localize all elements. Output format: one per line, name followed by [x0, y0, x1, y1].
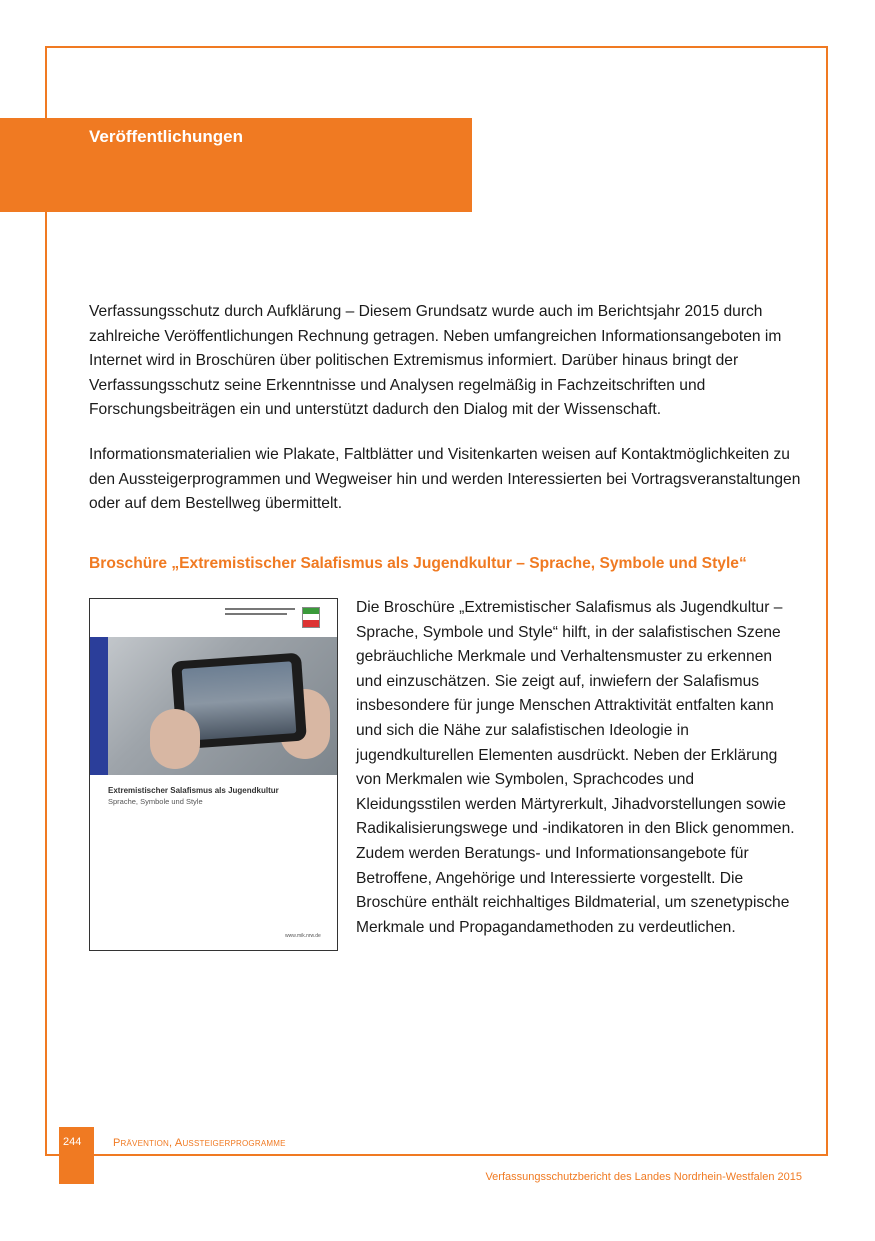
nrw-emblem-icon: [302, 607, 320, 628]
page-frame-right: [826, 46, 828, 1156]
brochure-description: Die Broschüre „Extremistischer Salafismus als Jugendkultur – Sprache, Symbole und Style“ hilft, in der salafistischen Szene gebräuchliche Merkmale und Verhaltensmuster zu erkennen und einzuschätzen. Sie zeigt auf, inwiefern der Salafismus insbesondere für junge Menschen Attraktivität entfalten kann und sich die Nähe zur salafistischen Ideologie in jugendkulturellen Elementen ausdrückt. Neben der Erklärung von Merkmalen wie Symbolen, Sprachcodes und Kleidungsstilen werden Märtyrerkult, Jihadvorstellungen sowie Radikalisierungswege und -indikatoren in den Blick genommen. Zudem werden Beratungs- und Informationsangebote für Betroffene, Angehörige und Interessierte vorgestellt. Die Broschüre enthält reichhaltiges Bildmaterial, um szenetypische Merkmale und Propagandamethoden zu verdeutlichen.: [356, 599, 795, 936]
page-frame-left: [45, 46, 47, 1156]
brochure-cover-image: [89, 598, 338, 951]
cover-title: Extremistischer Salafismus als Jugendkultur: [108, 786, 279, 795]
page-frame-top: [45, 46, 828, 48]
cover-url: www.mik.nrw.de: [285, 933, 321, 939]
running-head: Prävention, Aussteigerprogramme: [113, 1137, 286, 1149]
cover-blue-stripe: [90, 637, 108, 775]
page-number: 244: [63, 1136, 82, 1148]
ministry-logo-text: [225, 608, 295, 622]
publication-footer: Verfassungsschutzbericht des Landes Nordrhein-Westfalen 2015: [485, 1171, 802, 1183]
hand-left: [150, 709, 200, 769]
cover-subtitle: Sprache, Symbole und Style: [108, 797, 203, 806]
section-title: Veröffentlichungen: [89, 127, 243, 146]
intro-paragraph: Verfassungsschutz durch Aufklärung – Diesem Grundsatz wurde auch im Berichtsjahr 2015 durch zahlreiche Veröffentlichungen Rechnung getragen. Neben umfangreichen Informationsangeboten im Internet wird in Broschüren über politischen Extremismus informiert. Darüber hinaus bringt der Verfassungsschutz seine Erkenntnisse und Analysen regelmäßig in Fachzeitschriften und Forschungsbeiträgen ein und unterstützt dadurch den Dialog mit der Wissenschaft.: [89, 303, 782, 418]
brochure-heading: Broschüre „Extremistischer Salafismus als Jugendkultur – Sprache, Symbole und Style“: [89, 555, 747, 572]
page-frame-bottom: [45, 1154, 828, 1156]
materials-paragraph: Informationsmaterialien wie Plakate, Faltblätter und Visitenkarten weisen auf Kontaktmöglichkeiten zu den Aussteigerprogrammen und Wegweiser hin und werden Interessierten bei Vortragsveranstaltungen oder auf dem Bestellweg übermittelt.: [89, 446, 801, 512]
